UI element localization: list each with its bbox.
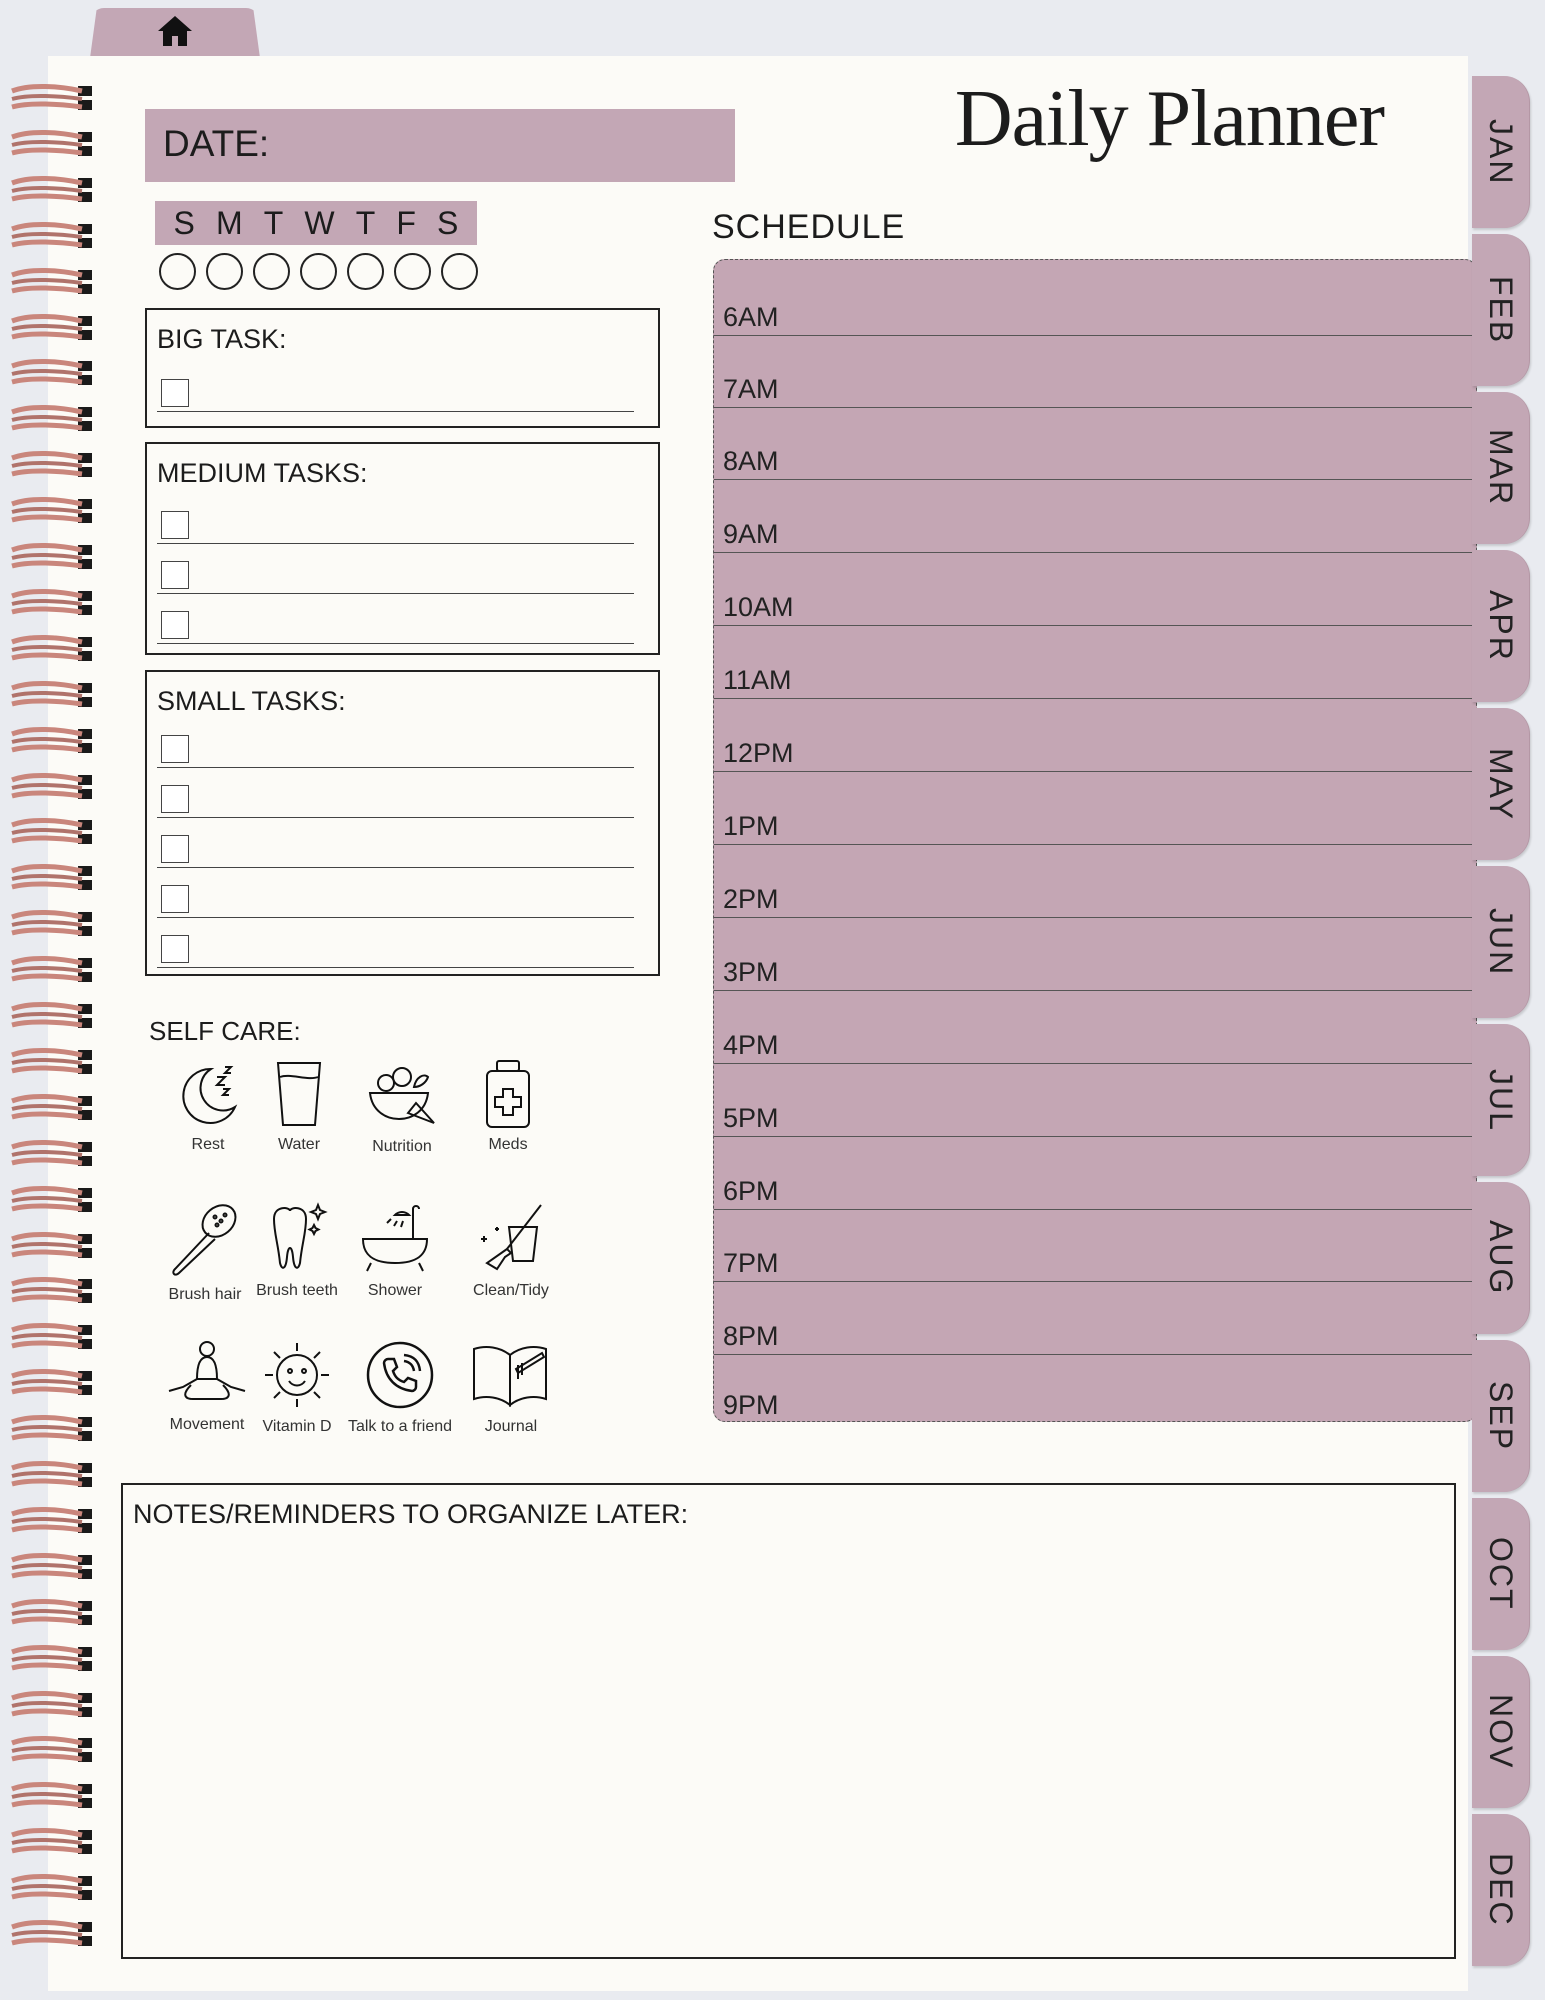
month-tab-label: MAR xyxy=(1483,429,1519,507)
schedule-slot[interactable] xyxy=(714,480,1476,553)
day-circle[interactable] xyxy=(394,253,431,290)
spiral-ring xyxy=(10,1275,98,1309)
spiral-ring xyxy=(10,862,98,896)
schedule-hour-label: 6AM xyxy=(723,302,779,332)
tab-jul[interactable] xyxy=(1472,1024,1530,1176)
tab-jun[interactable] xyxy=(1472,866,1530,1018)
schedule-hour-label: 7AM xyxy=(723,374,779,404)
schedule-hour-label: 5PM xyxy=(723,1103,779,1133)
spiral-ring xyxy=(10,1459,98,1493)
schedule-hour-label: 6PM xyxy=(723,1176,779,1206)
self-care-label: Shower xyxy=(367,1282,423,1299)
month-tab-label: DEC xyxy=(1483,1853,1519,1927)
schedule-hour-label: 9PM xyxy=(723,1390,779,1420)
spiral-ring xyxy=(10,495,98,529)
schedule-panel xyxy=(713,259,1477,1422)
task-checkbox[interactable] xyxy=(161,511,189,539)
month-tabs xyxy=(1472,56,1534,1986)
schedule-slot[interactable] xyxy=(714,991,1476,1064)
day-circle[interactable] xyxy=(159,253,196,290)
schedule-slot[interactable] xyxy=(714,772,1476,845)
task-line[interactable] xyxy=(157,608,634,644)
spiral-ring xyxy=(10,266,98,300)
self-care-label: Water xyxy=(277,1136,321,1153)
task-line[interactable] xyxy=(157,376,634,412)
self-care-talk-to-a-friend[interactable] xyxy=(345,1339,455,1434)
self-care-label: Meds xyxy=(488,1136,528,1153)
moon-icon xyxy=(173,1059,243,1129)
month-tab-label: OCT xyxy=(1483,1537,1519,1611)
broom-bucket-icon xyxy=(471,1199,551,1275)
schedule-slot[interactable] xyxy=(714,626,1476,699)
self-care-label: Brush teeth xyxy=(256,1282,338,1299)
spiral-ring xyxy=(10,1230,98,1264)
spiral-ring xyxy=(10,725,98,759)
page-title: Daily Planner xyxy=(954,75,1384,163)
day-circle[interactable] xyxy=(300,253,337,290)
month-tab-label: SEP xyxy=(1483,1380,1519,1452)
phone-call-icon xyxy=(364,1339,436,1411)
salad-bowl-icon xyxy=(364,1059,440,1131)
day-label: S xyxy=(173,204,195,241)
schedule-hour-label: 9AM xyxy=(723,519,779,549)
date-field[interactable] xyxy=(145,109,735,182)
task-checkbox[interactable] xyxy=(161,561,189,589)
small-tasks-title: SMALL TASKS: xyxy=(157,686,346,716)
spiral-ring xyxy=(10,541,98,575)
task-checkbox[interactable] xyxy=(161,611,189,639)
task-checkbox[interactable] xyxy=(161,885,189,913)
schedule-slot[interactable] xyxy=(714,1137,1476,1210)
month-tab-label: NOV xyxy=(1483,1694,1519,1770)
spiral-ring xyxy=(10,587,98,621)
sun-icon xyxy=(261,1339,333,1411)
self-care-label: Brush hair xyxy=(168,1286,242,1303)
spiral-ring xyxy=(10,82,98,116)
self-care-meds[interactable] xyxy=(453,1059,563,1152)
month-tab-label: JAN xyxy=(1483,118,1519,186)
tooth-icon xyxy=(260,1199,334,1275)
schedule-slot[interactable] xyxy=(714,1064,1476,1137)
month-tab-label: JUL xyxy=(1483,1068,1519,1132)
spiral-ring xyxy=(10,908,98,942)
self-care-title: SELF CARE: xyxy=(149,1016,301,1046)
tab-aug[interactable] xyxy=(1472,1182,1530,1334)
schedule-hour-label: 11AM xyxy=(723,665,792,695)
home-icon xyxy=(156,14,194,48)
task-checkbox[interactable] xyxy=(161,935,189,963)
meditation-icon xyxy=(163,1339,251,1409)
self-care-water[interactable] xyxy=(244,1059,354,1152)
spiral-ring xyxy=(10,1597,98,1631)
self-care-journal[interactable] xyxy=(456,1339,566,1434)
month-tab-label: JUN xyxy=(1483,907,1519,977)
big-task-title: BIG TASK: xyxy=(157,324,287,354)
tab-may[interactable] xyxy=(1472,708,1530,860)
tab-jan[interactable] xyxy=(1472,76,1530,228)
schedule-hour-label: 2PM xyxy=(723,884,779,914)
bathtub-icon xyxy=(357,1199,433,1275)
day-circle[interactable] xyxy=(253,253,290,290)
spiral-ring xyxy=(10,1918,98,1952)
spiral-ring xyxy=(10,1321,98,1355)
schedule-hour-label: 3PM xyxy=(723,957,779,987)
task-checkbox[interactable] xyxy=(161,379,189,407)
schedule-slot[interactable] xyxy=(714,336,1476,408)
self-care-clean-tidy[interactable] xyxy=(456,1199,566,1298)
day-circle[interactable] xyxy=(206,253,243,290)
weekday-circles xyxy=(159,253,478,290)
task-line[interactable] xyxy=(157,782,634,818)
task-line[interactable] xyxy=(157,932,634,968)
spiral-ring xyxy=(10,357,98,391)
self-care-nutrition[interactable] xyxy=(347,1059,457,1154)
tab-mar[interactable] xyxy=(1472,392,1530,544)
schedule-slot[interactable] xyxy=(714,845,1476,918)
schedule-slot[interactable] xyxy=(714,553,1476,626)
spiral-ring xyxy=(10,1826,98,1860)
weekday-strip xyxy=(155,201,477,245)
schedule-slot[interactable] xyxy=(714,699,1476,772)
notes-area[interactable] xyxy=(121,1483,1456,1959)
hairbrush-icon xyxy=(165,1199,245,1279)
tab-nov[interactable] xyxy=(1472,1656,1530,1808)
month-tab-label: MAY xyxy=(1483,747,1519,821)
schedule-hour-label: 8AM xyxy=(723,446,779,476)
task-checkbox[interactable] xyxy=(161,785,189,813)
day-label: S xyxy=(437,204,459,241)
tab-feb[interactable] xyxy=(1472,234,1530,386)
home-tab[interactable] xyxy=(90,8,260,58)
medium-tasks-box xyxy=(145,442,660,655)
tab-sep[interactable] xyxy=(1472,1340,1530,1492)
self-care-brush-teeth[interactable] xyxy=(242,1199,352,1298)
schedule-slot[interactable] xyxy=(714,918,1476,991)
day-label: F xyxy=(396,204,416,241)
task-checkbox[interactable] xyxy=(161,735,189,763)
self-care-vitamin-d[interactable] xyxy=(242,1339,352,1434)
spiral-ring xyxy=(10,1092,98,1126)
spiral-ring xyxy=(10,1184,98,1218)
schedule-hour-label: 4PM xyxy=(723,1030,779,1060)
spiral-ring xyxy=(10,1643,98,1677)
task-line[interactable] xyxy=(157,882,634,918)
spiral-ring xyxy=(10,1367,98,1401)
self-care-label: Clean/Tidy xyxy=(473,1282,549,1299)
self-care-shower[interactable] xyxy=(340,1199,450,1298)
spiral-ring xyxy=(10,1046,98,1080)
spiral-ring xyxy=(10,679,98,713)
schedule-slot[interactable] xyxy=(714,1210,1476,1282)
date-label: DATE: xyxy=(163,123,270,164)
schedule-hour-label: 12PM xyxy=(723,738,794,768)
spiral-ring xyxy=(10,816,98,850)
self-care-label: Vitamin D xyxy=(262,1418,332,1435)
schedule-slot[interactable] xyxy=(714,1355,1476,1422)
day-label: W xyxy=(304,204,335,241)
tab-apr[interactable] xyxy=(1472,550,1530,702)
schedule-slot[interactable] xyxy=(714,408,1476,480)
tab-dec[interactable] xyxy=(1472,1814,1530,1966)
spiral-ring xyxy=(10,1689,98,1723)
spiral-ring xyxy=(10,1505,98,1539)
planner-page xyxy=(48,56,1468,1991)
schedule-slot[interactable] xyxy=(714,1282,1476,1355)
big-task-box xyxy=(145,308,660,428)
schedule-slot[interactable] xyxy=(714,260,1476,336)
self-care-label: Talk to a friend xyxy=(347,1418,453,1435)
spiral-ring xyxy=(10,633,98,667)
tab-oct[interactable] xyxy=(1472,1498,1530,1650)
task-line[interactable] xyxy=(157,732,634,768)
spiral-ring xyxy=(10,1551,98,1585)
small-tasks-box xyxy=(145,670,660,976)
month-tab-label: FEB xyxy=(1483,275,1519,345)
schedule-hour-label: 1PM xyxy=(723,811,779,841)
spiral-ring xyxy=(10,1000,98,1034)
water-glass-icon xyxy=(264,1059,334,1129)
task-line[interactable] xyxy=(157,508,634,544)
spiral-ring xyxy=(10,771,98,805)
self-care-label: Movement xyxy=(169,1416,245,1433)
spiral-ring xyxy=(10,1780,98,1814)
task-checkbox[interactable] xyxy=(161,835,189,863)
spiral-ring xyxy=(10,1138,98,1172)
spiral-ring xyxy=(10,1734,98,1768)
month-tab-label: APR xyxy=(1483,590,1519,662)
spiral-ring xyxy=(10,954,98,988)
spiral-binding xyxy=(0,82,100,1962)
spiral-ring xyxy=(10,174,98,208)
schedule-title: SCHEDULE xyxy=(712,208,906,246)
notes-label: NOTES/REMINDERS TO ORGANIZE LATER: xyxy=(133,1499,689,1529)
spiral-ring xyxy=(10,449,98,483)
pill-bottle-icon xyxy=(473,1059,543,1129)
task-line[interactable] xyxy=(157,832,634,868)
spiral-ring xyxy=(10,1413,98,1447)
medium-tasks-title: MEDIUM TASKS: xyxy=(157,458,368,488)
journal-book-icon xyxy=(470,1339,552,1411)
spiral-ring xyxy=(10,312,98,346)
spiral-ring xyxy=(10,403,98,437)
schedule-hour-label: 8PM xyxy=(723,1321,779,1351)
spiral-ring xyxy=(10,128,98,162)
task-line[interactable] xyxy=(157,558,634,594)
day-circle[interactable] xyxy=(441,253,478,290)
spiral-ring xyxy=(10,1872,98,1906)
day-label: T xyxy=(355,204,376,241)
day-label: M xyxy=(216,204,243,241)
day-label: T xyxy=(263,204,284,241)
schedule-hour-label: 10AM xyxy=(723,592,794,622)
day-circle[interactable] xyxy=(347,253,384,290)
self-care-label: Journal xyxy=(484,1418,538,1435)
month-tab-label: AUG xyxy=(1483,1220,1519,1296)
spiral-ring xyxy=(10,220,98,254)
self-care-label: Nutrition xyxy=(372,1138,432,1155)
self-care-label: Rest xyxy=(191,1136,225,1153)
schedule-hour-label: 7PM xyxy=(723,1248,779,1278)
